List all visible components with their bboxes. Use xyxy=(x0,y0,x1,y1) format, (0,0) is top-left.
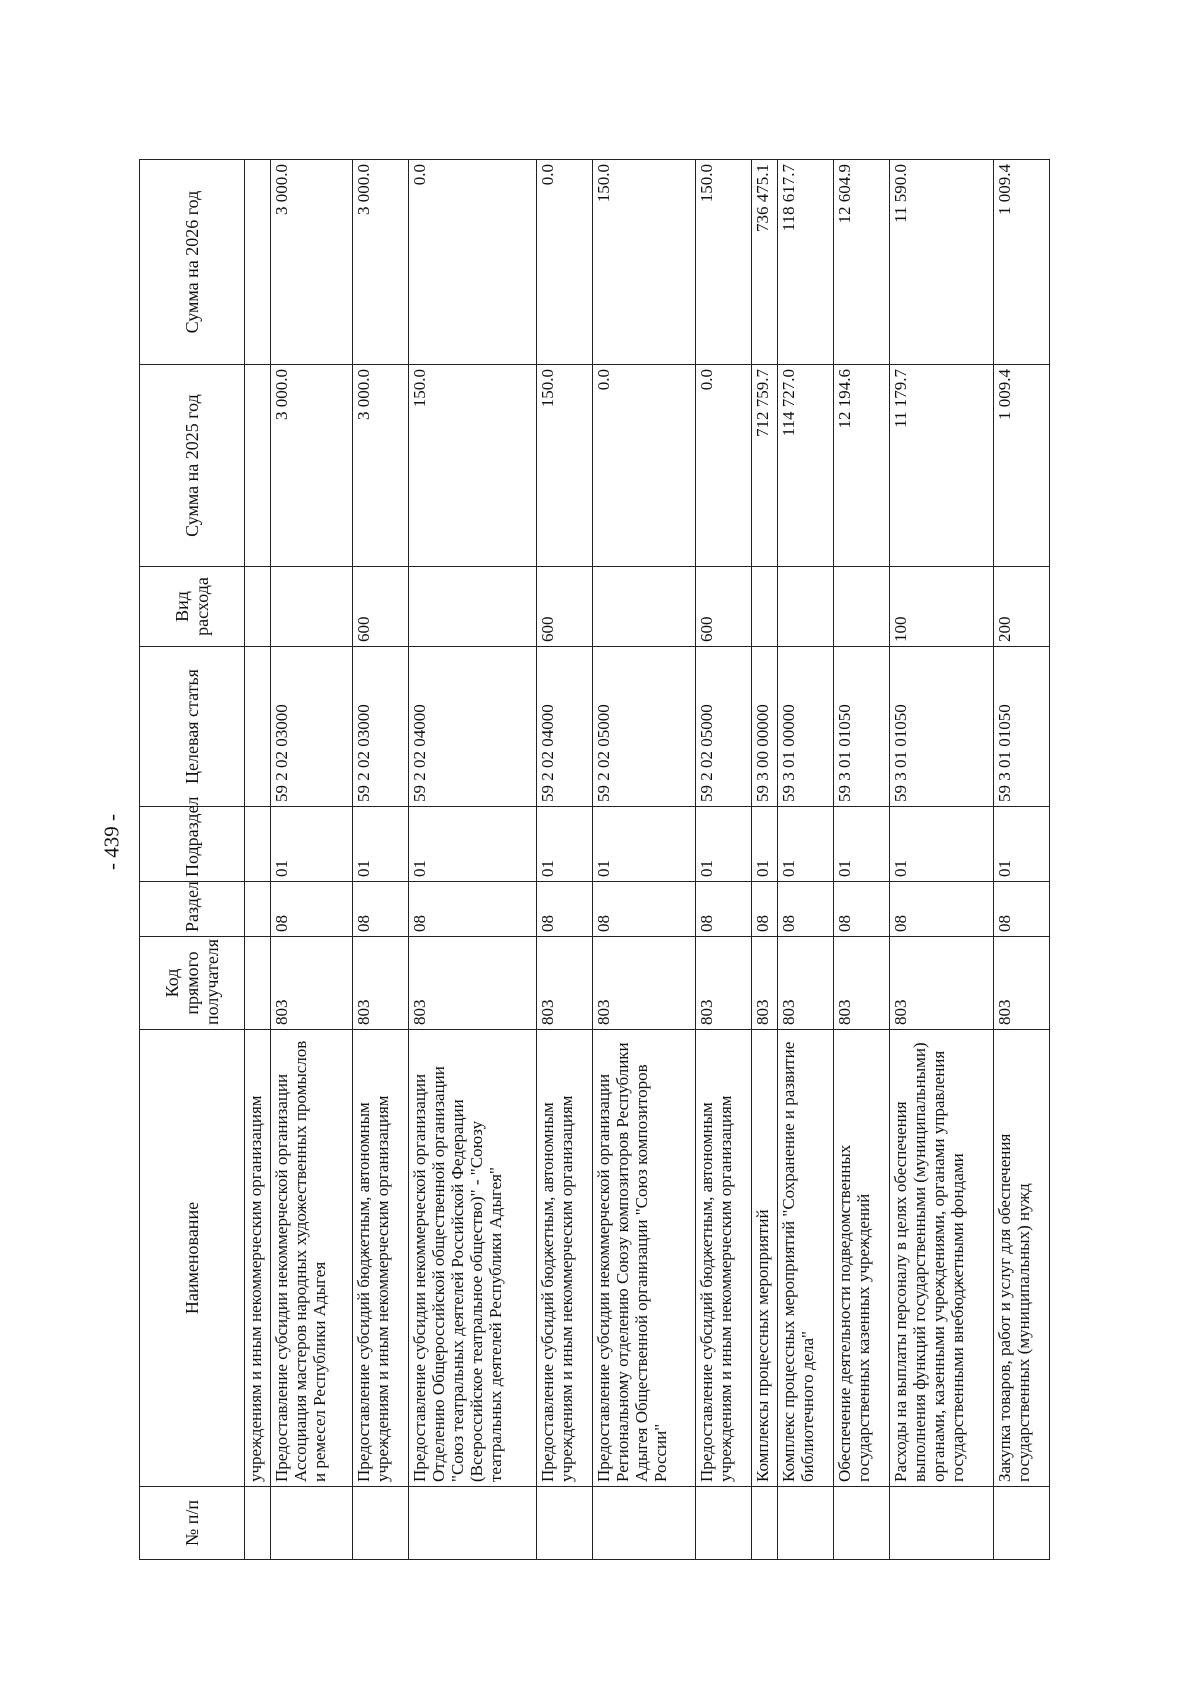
cell-section: 08 xyxy=(890,882,994,937)
cell-expense: 600 xyxy=(696,567,752,647)
header-section: Раздел xyxy=(140,882,245,937)
cell-sum-2026: 3 000.0 xyxy=(353,160,409,365)
cell-section xyxy=(245,882,271,937)
table-row xyxy=(696,160,752,1560)
table-row xyxy=(537,160,593,1560)
cell-name: Предоставление субсидии некоммерческой организации Ассоциация мастеров народных художественных промыслов и ремесел Республики Адыгея xyxy=(271,1030,353,1487)
table-row xyxy=(353,160,409,1560)
cell-expense: 100 xyxy=(890,567,994,647)
cell-num xyxy=(994,1487,1050,1560)
cell-subsection: 01 xyxy=(353,807,409,882)
cell-section: 08 xyxy=(778,882,834,937)
table-row xyxy=(752,160,778,1560)
cell-subsection: 01 xyxy=(593,807,696,882)
cell-subsection: 01 xyxy=(994,807,1050,882)
cell-recipient: 803 xyxy=(752,937,778,1030)
cell-recipient: 803 xyxy=(409,937,537,1030)
cell-subsection: 01 xyxy=(409,807,537,882)
cell-expense xyxy=(778,567,834,647)
cell-recipient: 803 xyxy=(537,937,593,1030)
cell-section: 08 xyxy=(593,882,696,937)
header-name: Наименование xyxy=(140,1030,245,1487)
cell-num xyxy=(245,1487,271,1560)
table-row xyxy=(834,160,890,1560)
cell-subsection: 01 xyxy=(778,807,834,882)
cell-sum-2025: 11 179.7 xyxy=(890,365,994,567)
cell-sum-2025: 3 000.0 xyxy=(271,365,353,567)
cell-sum-2025: 12 194.6 xyxy=(834,365,890,567)
cell-name: учреждениям и иным некоммерческим организациям xyxy=(245,1030,271,1487)
table-row xyxy=(994,160,1050,1560)
cell-sum-2026: 12 604.9 xyxy=(834,160,890,365)
table-header-row xyxy=(140,160,245,1560)
cell-expense: 200 xyxy=(994,567,1050,647)
cell-recipient: 803 xyxy=(778,937,834,1030)
cell-recipient: 803 xyxy=(353,937,409,1030)
cell-num xyxy=(409,1487,537,1560)
header-sum-2026: Сумма на 2026 год xyxy=(140,160,245,365)
table-row xyxy=(409,160,537,1560)
cell-subsection: 01 xyxy=(890,807,994,882)
cell-sum-2025 xyxy=(245,365,271,567)
cell-expense: 600 xyxy=(353,567,409,647)
table-body xyxy=(245,160,1050,1560)
cell-name: Предоставление субсидий бюджетным, автономным учреждениям и иным некоммерческим организациям xyxy=(537,1030,593,1487)
cell-sum-2025: 3 000.0 xyxy=(353,365,409,567)
cell-sum-2026: 0.0 xyxy=(409,160,537,365)
cell-name: Предоставление субсидий бюджетным, автономным учреждениям и иным некоммерческим организациям xyxy=(353,1030,409,1487)
cell-section: 08 xyxy=(994,882,1050,937)
header-num: № п/п xyxy=(140,1487,245,1560)
cell-name: Предоставление субсидий бюджетным, автономным учреждениям и иным некоммерческим организациям xyxy=(696,1030,752,1487)
cell-expense xyxy=(752,567,778,647)
cell-recipient: 803 xyxy=(271,937,353,1030)
cell-article: 59 3 01 01050 xyxy=(890,647,994,807)
table-row xyxy=(593,160,696,1560)
cell-expense xyxy=(834,567,890,647)
cell-expense: 600 xyxy=(537,567,593,647)
cell-sum-2026: 150.0 xyxy=(696,160,752,365)
header-expense: Вид расхода xyxy=(140,567,245,647)
cell-name: Обеспечение деятельности подведомственных государственных казенных учреждений xyxy=(834,1030,890,1487)
cell-recipient: 803 xyxy=(696,937,752,1030)
cell-sum-2025: 114 727.0 xyxy=(778,365,834,567)
cell-num xyxy=(834,1487,890,1560)
cell-sum-2026: 3 000.0 xyxy=(271,160,353,365)
cell-article: 59 2 02 05000 xyxy=(696,647,752,807)
cell-article: 59 2 02 03000 xyxy=(353,647,409,807)
cell-article: 59 2 02 03000 xyxy=(271,647,353,807)
cell-sum-2026: 1 009.4 xyxy=(994,160,1050,365)
cell-article: 59 3 01 01050 xyxy=(994,647,1050,807)
cell-sum-2025: 0.0 xyxy=(593,365,696,567)
cell-name: Расходы на выплаты персоналу в целях обеспечения выполнения функций государственными (муниципальными) органами, казенными учреждениями, органами управления государственными внебюджетными фондами xyxy=(890,1030,994,1487)
cell-subsection: 01 xyxy=(752,807,778,882)
cell-section: 08 xyxy=(409,882,537,937)
cell-article: 59 2 02 04000 xyxy=(409,647,537,807)
table-row xyxy=(271,160,353,1560)
cell-name: Комплексы процессных мероприятий xyxy=(752,1030,778,1487)
cell-sum-2026 xyxy=(245,160,271,365)
cell-name: Предоставление субсидии некоммерческой организации Региональному отделению Союзу композиторов Республики Адыгея Общественной организации "Союз композиторов России" xyxy=(593,1030,696,1487)
header-subsection: Подраздел xyxy=(140,807,245,882)
cell-section: 08 xyxy=(271,882,353,937)
cell-expense xyxy=(245,567,271,647)
header-sum-2025: Сумма на 2025 год xyxy=(140,365,245,567)
cell-sum-2025: 1 009.4 xyxy=(994,365,1050,567)
cell-num xyxy=(890,1487,994,1560)
cell-section: 08 xyxy=(353,882,409,937)
cell-name: Закупка товаров, работ и услуг для обеспечения государственных (муниципальных) нужд xyxy=(994,1030,1050,1487)
header-recipient: Код прямого получателя xyxy=(140,937,245,1030)
table-row xyxy=(778,160,834,1560)
cell-sum-2025: 150.0 xyxy=(409,365,537,567)
cell-section: 08 xyxy=(696,882,752,937)
cell-subsection: 01 xyxy=(696,807,752,882)
budget-table xyxy=(139,159,1050,1560)
cell-expense xyxy=(271,567,353,647)
table-row xyxy=(245,160,271,1560)
cell-name: Предоставление субсидии некоммерческой организации Отделению Общероссийской общественной организации "Союз театральных деятелей Российской Федерации (Всероссийское театральное общество)" - "Союзу театральных деятелей Республики Адыгея" xyxy=(409,1030,537,1487)
cell-subsection: 01 xyxy=(834,807,890,882)
cell-num xyxy=(593,1487,696,1560)
page-number: - 439 - xyxy=(99,814,124,870)
header-article: Целевая статья xyxy=(140,647,245,807)
cell-sum-2025: 0.0 xyxy=(696,365,752,567)
cell-recipient: 803 xyxy=(593,937,696,1030)
cell-article: 59 3 01 00000 xyxy=(778,647,834,807)
cell-sum-2026: 0.0 xyxy=(537,160,593,365)
cell-expense xyxy=(593,567,696,647)
cell-article: 59 2 02 05000 xyxy=(593,647,696,807)
cell-section: 08 xyxy=(834,882,890,937)
cell-recipient: 803 xyxy=(834,937,890,1030)
cell-subsection: 01 xyxy=(537,807,593,882)
budget-table-rotated xyxy=(139,160,1033,1560)
cell-sum-2026: 11 590.0 xyxy=(890,160,994,365)
cell-recipient: 803 xyxy=(994,937,1050,1030)
table-row xyxy=(890,160,994,1560)
cell-num xyxy=(537,1487,593,1560)
cell-num xyxy=(353,1487,409,1560)
cell-recipient xyxy=(245,937,271,1030)
cell-article: 59 2 02 04000 xyxy=(537,647,593,807)
cell-recipient: 803 xyxy=(890,937,994,1030)
cell-sum-2026: 118 617.7 xyxy=(778,160,834,365)
cell-article: 59 3 01 01050 xyxy=(834,647,890,807)
cell-name: Комплекс процессных мероприятий "Сохранение и развитие библиотечного дела" xyxy=(778,1030,834,1487)
cell-article: 59 3 00 00000 xyxy=(752,647,778,807)
cell-section: 08 xyxy=(752,882,778,937)
cell-num xyxy=(778,1487,834,1560)
cell-sum-2025: 712 759.7 xyxy=(752,365,778,567)
cell-sum-2026: 150.0 xyxy=(593,160,696,365)
cell-sum-2026: 736 475.1 xyxy=(752,160,778,365)
cell-sum-2025: 150.0 xyxy=(537,365,593,567)
cell-num xyxy=(271,1487,353,1560)
cell-subsection: 01 xyxy=(271,807,353,882)
cell-section: 08 xyxy=(537,882,593,937)
cell-article xyxy=(245,647,271,807)
cell-expense xyxy=(409,567,537,647)
cell-num xyxy=(696,1487,752,1560)
cell-num xyxy=(752,1487,778,1560)
cell-subsection xyxy=(245,807,271,882)
